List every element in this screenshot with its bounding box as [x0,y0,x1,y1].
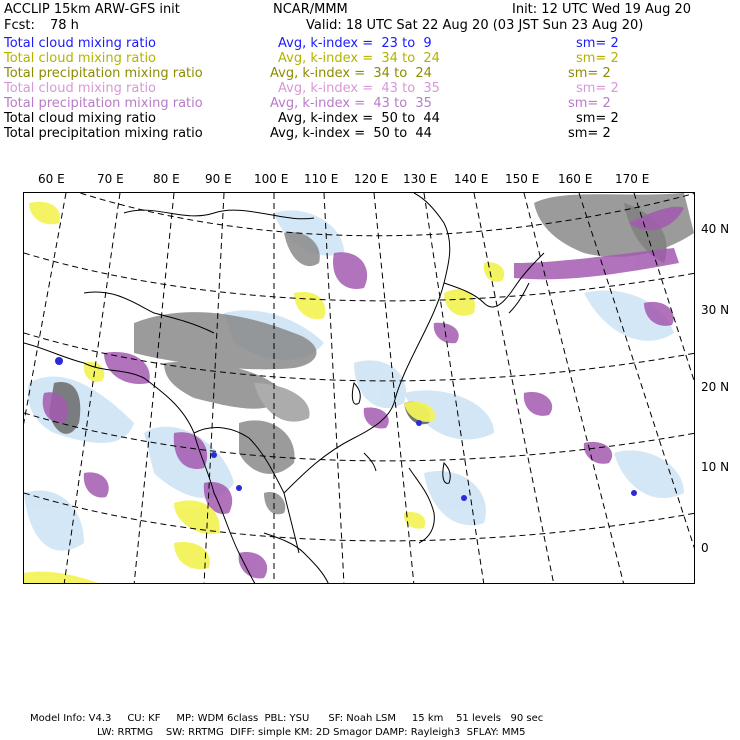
legend-avg-3: Avg, k-index = 34 to 24 [270,66,432,81]
forecast-hours: 78 h [50,18,79,33]
legend-sm-4: sm= 2 [576,81,619,96]
center-label: NCAR/MMM [273,2,348,17]
legend-avg-1: Avg, k-index = 23 to 9 [278,36,432,51]
lat-label-40n: 40 N [701,222,730,236]
legend-sm-7: sm= 2 [568,126,611,141]
lon-label-140e: 140 E [454,172,489,186]
legend-sm-6: sm= 2 [576,111,619,126]
forecast-map [23,192,695,584]
lon-label-170e: 170 E [615,172,650,186]
legend-sm-3: sm= 2 [568,66,611,81]
lon-label-70e: 70 E [97,172,124,186]
model-info-line-1: Model Info: V4.3 CU: KF MP: WDM 6class PBL: YSU SF: Noah LSM 15 km 51 levels 90 sec [30,713,544,724]
legend-field-7: Total precipitation mixing ratio [4,126,203,141]
legend-field-2: Total cloud mixing ratio [4,51,157,66]
valid-time: Valid: 18 UTC Sat 22 Aug 20 (03 JST Sun 23 Aug 20) [306,18,644,33]
init-time: Init: 12 UTC Wed 19 Aug 20 [512,2,692,17]
model-info-line-2: LW: RRTMG SW: RRTMG DIFF: simple KM: 2D Smagor DAMP: Rayleigh3 SFLAY: MM5 [97,727,526,738]
lon-label-60e: 60 E [38,172,65,186]
legend-avg-6: Avg, k-index = 50 to 44 [278,111,440,126]
lon-label-110e: 110 E [304,172,339,186]
lat-label-30n: 30 N [701,303,730,317]
legend-avg-7: Avg, k-index = 50 to 44 [270,126,432,141]
lon-label-80e: 80 E [153,172,180,186]
legend-field-3: Total precipitation mixing ratio [4,66,203,81]
legend-sm-5: sm= 2 [568,96,611,111]
legend-avg-2: Avg, k-index = 34 to 24 [278,51,440,66]
legend-sm-1: sm= 2 [576,36,619,51]
legend-field-5: Total precipitation mixing ratio [4,96,203,111]
legend-avg-4: Avg, k-index = 43 to 35 [278,81,440,96]
lon-label-150e: 150 E [505,172,540,186]
lon-label-130e: 130 E [403,172,438,186]
legend-field-6: Total cloud mixing ratio [4,111,157,126]
plot-title: ACCLIP 15km ARW-GFS init [4,2,180,17]
lon-label-90e: 90 E [205,172,232,186]
map-canvas [24,193,695,584]
lat-label-10n: 10 N [701,460,730,474]
forecast-label: Fcst: [4,18,35,33]
lon-label-120e: 120 E [354,172,389,186]
legend-avg-5: Avg, k-index = 43 to 35 [270,96,432,111]
legend-field-1: Total cloud mixing ratio [4,36,157,51]
lat-label-0: 0 [701,541,709,555]
lon-label-160e: 160 E [558,172,593,186]
legend-sm-2: sm= 2 [576,51,619,66]
lon-label-100e: 100 E [254,172,289,186]
lat-label-20n: 20 N [701,380,730,394]
legend-field-4: Total cloud mixing ratio [4,81,157,96]
